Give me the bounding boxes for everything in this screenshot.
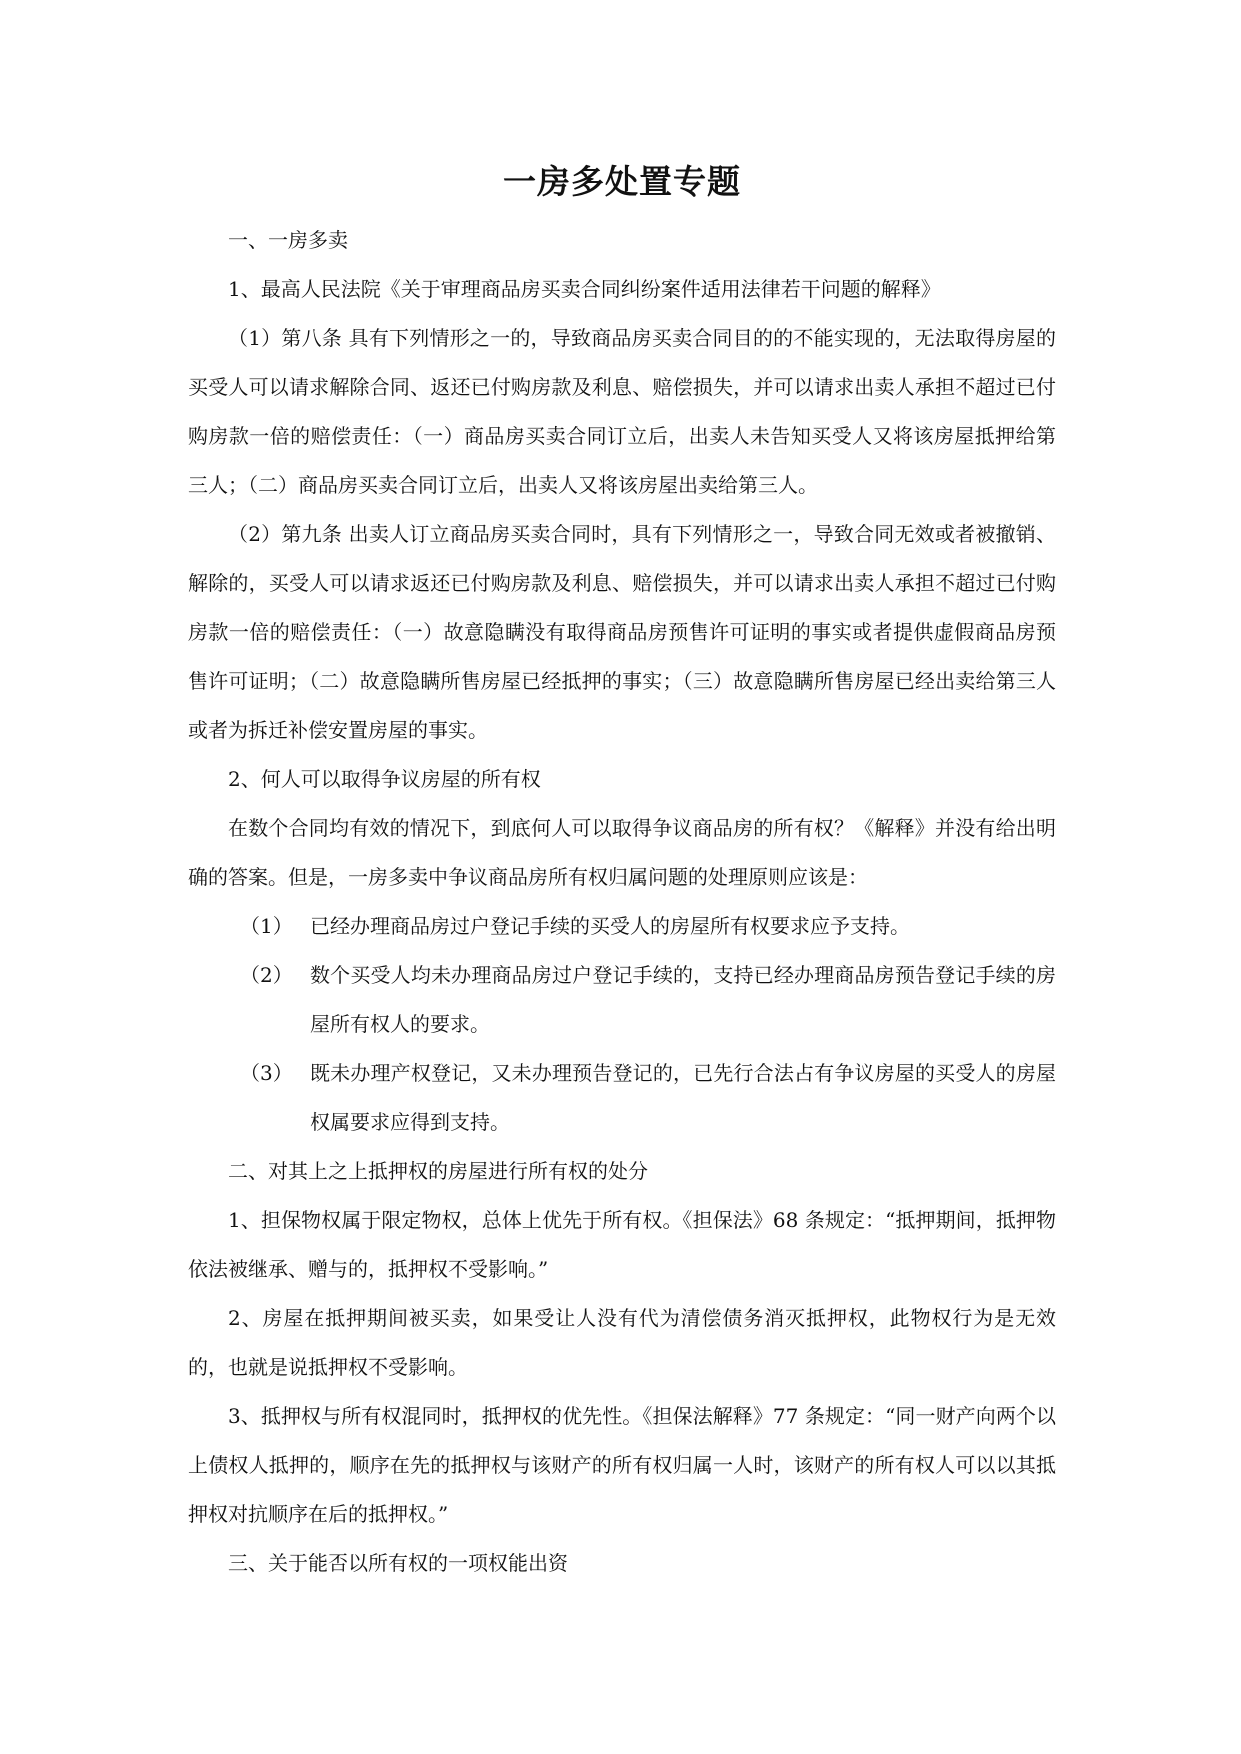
section2-paragraph-2: 2、房屋在抵押期间被买卖，如果受让人没有代为清偿债务消灭抵押权，此物权行为是无效的，也就是说抵押权不受影响。 [188,1306,1056,1379]
ownership-paragraph: 在数个合同均有效的情况下，到底何人可以取得争议商品房的所有权？《解释》并没有给出明确的答案。但是，一房多卖中争议商品房所有权归属问题的处理原则应该是： [188,816,1056,889]
section-heading-2: 二、对其上之上抵押权的房屋进行所有权的处分 [228,1159,648,1183]
section1-item-1: 1、最高人民法院《关于审理商品房买卖合同纠纷案件适用法律若干问题的解释》 [228,277,941,301]
section2-paragraph-1: 1、担保物权属于限定物权，总体上优先于所有权。《担保法》68 条规定：“抵押期间，抵押物依法被继承、赠与的，抵押权不受影响。” [188,1208,1056,1281]
list-number: （1） [240,914,293,938]
article-8-paragraph: （1）第八条 具有下列情形之一的，导致商品房买卖合同目的的不能实现的，无法取得房屋的买受人可以请求解除合同、返还已付购房款及利息、赔偿损失，并可以请求出卖人承担不超过已付购房款一倍的赔偿责任：（一）商品房买卖合同订立后，出卖人未告知买受人又将该房屋抵押给第三人；（二）商品房买卖合同订立后，出卖人又将该房屋出卖给第三人。 [188,326,1056,497]
list-text: 既未办理产权登记，又未办理预告登记的，已先行合法占有争议房屋的买受人的房屋权属要求应得到支持。 [310,1061,1056,1134]
list-text: 数个买受人均未办理商品房过户登记手续的，支持已经办理商品房预告登记手续的房屋所有权人的要求。 [310,963,1056,1036]
document-title: 一房多处置专题 [503,162,741,201]
list-text: 已经办理商品房过户登记手续的买受人的房屋所有权要求应予支持。 [310,914,910,938]
section-heading-1: 一、一房多卖 [228,228,348,252]
list-number: （3） [240,1061,293,1085]
principle-list-item [188,1049,1056,1147]
principle-list-item [188,902,1056,951]
list-number: （2） [240,963,293,987]
document-body [188,160,1056,1588]
principle-list-item [188,951,1056,1049]
article-9-paragraph: （2）第九条 出卖人订立商品房买卖合同时，具有下列情形之一，导致合同无效或者被撤销、解除的，买受人可以请求返还已付购房款及利息、赔偿损失，并可以请求出卖人承担不超过已付购房款一倍的赔偿责任：（一）故意隐瞒没有取得商品房预售许可证明的事实或者提供虚假商品房预售许可证明；（二）故意隐瞒所售房屋已经抵押的事实；（三）故意隐瞒所售房屋已经出卖给第三人或者为拆迁补偿安置房屋的事实。 [188,522,1056,742]
section1-item-2: 2、何人可以取得争议房屋的所有权 [228,767,541,791]
section2-paragraph-3: 3、抵押权与所有权混同时，抵押权的优先性。《担保法解释》77 条规定：“同一财产向两个以上债权人抵押的，顺序在先的抵押权与该财产的所有权归属一人时，该财产的所有权人可以以其抵押权对抗顺序在后的抵押权。” [188,1404,1056,1526]
section-heading-3: 三、关于能否以所有权的一项权能出资 [228,1551,568,1575]
